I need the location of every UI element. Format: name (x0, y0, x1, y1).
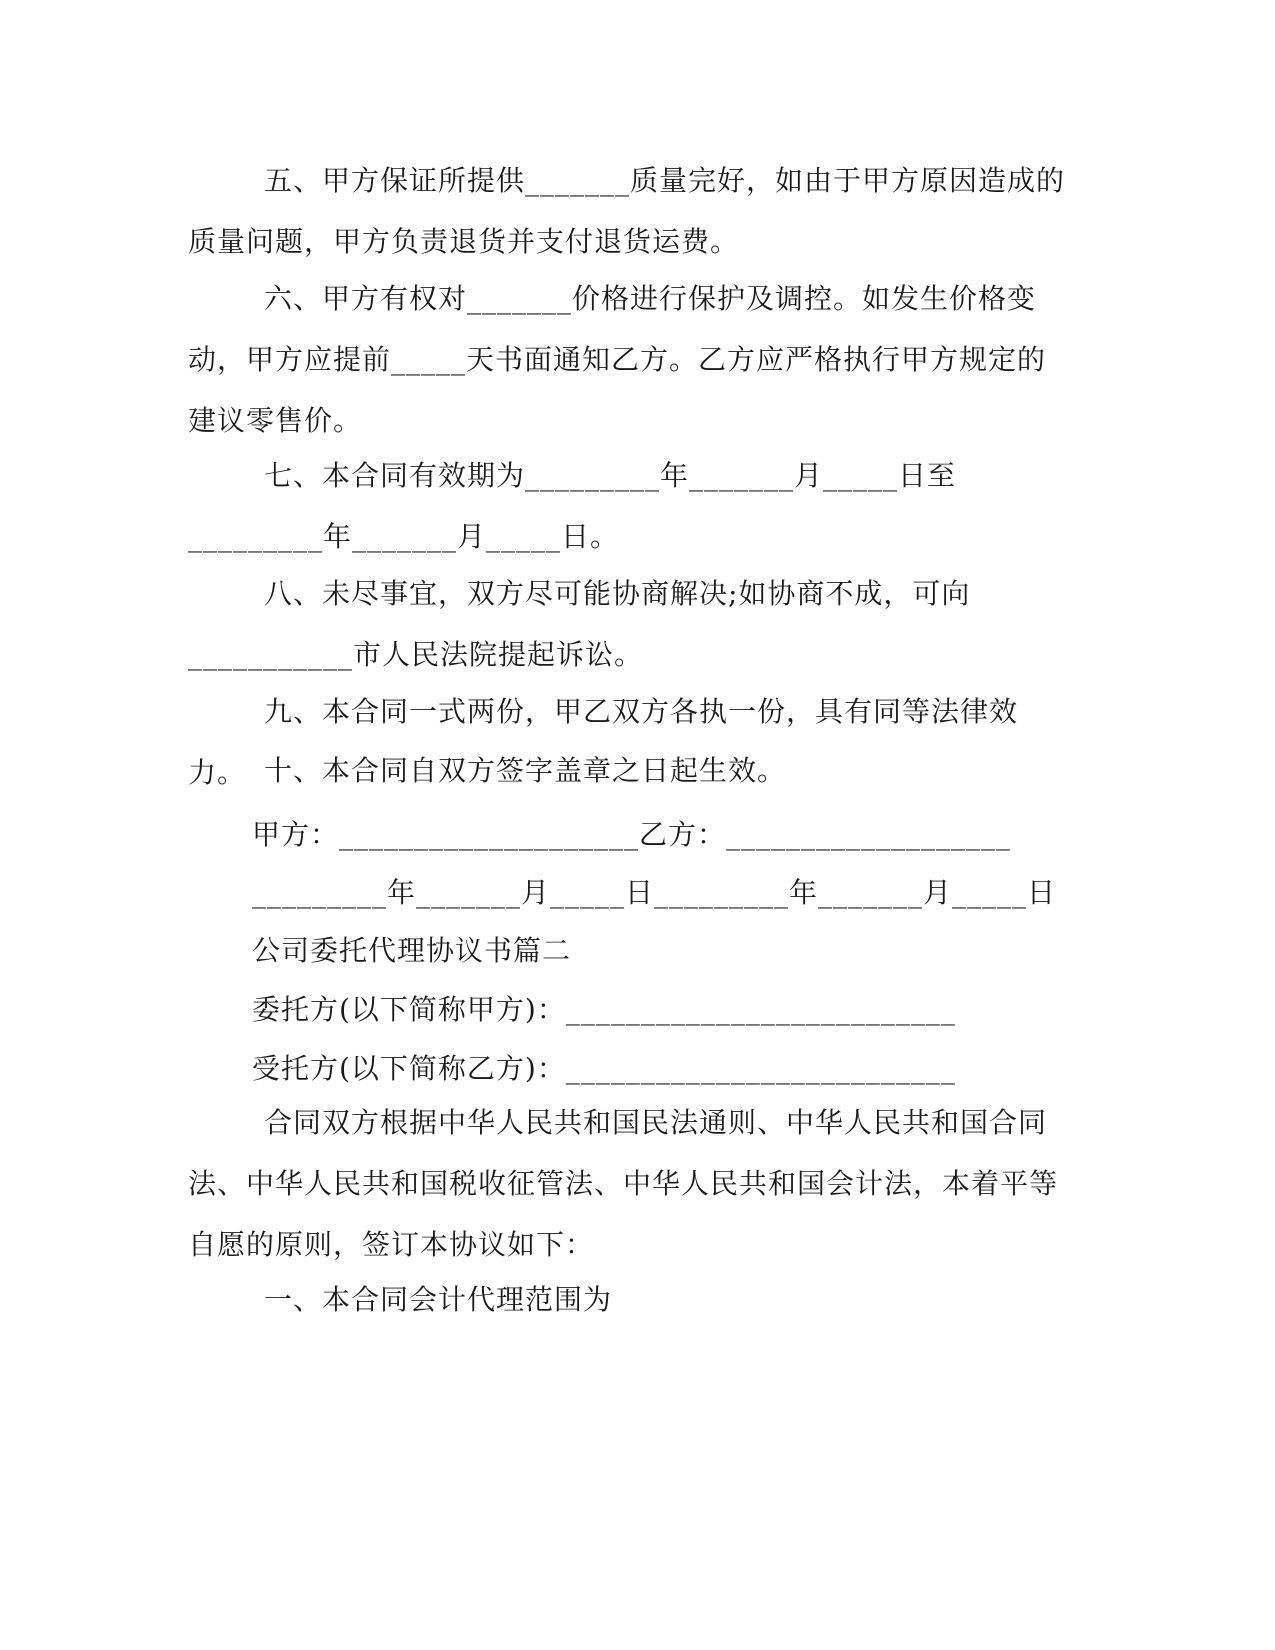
clause-5: 五、甲方保证所提供_______质量完好，如由于甲方原因造成的质量问题，甲方负责退货并支付退货运费。 (188, 164, 1066, 258)
agent-line: 受托方(以下简称乙方)：__________________________ (252, 1052, 956, 1085)
signature-line: 甲方：____________________乙方：___________________ (252, 818, 1012, 851)
clause-8: 八、未尽事宜，双方尽可能协商解决;如协商不成，可向___________市人民法院提起诉讼。 (188, 577, 971, 671)
item-1: 一、本合同会计代理范围为 (264, 1283, 613, 1316)
clause-9: 九、本合同一式两份，甲乙双方各执一份，具有同等法律效力。 (188, 695, 1019, 789)
clause-6: 六、甲方有权对_______价格进行保护及调控。如发生价格变动，甲方应提前_____天书面通知乙方。乙方应严格执行甲方规定的建议零售价。 (188, 282, 1047, 437)
section-title: 公司委托代理协议书篇二 (252, 934, 572, 967)
preamble: 合同双方根据中华人民共和国民法通则、中华人民共和国合同法、中华人民共和国税收征管法、中华人民共和国会计法，本着平等自愿的原则，签订本协议如下： (188, 1106, 1059, 1261)
clause-10: 十、本合同自双方签字盖章之日起生效。 (264, 754, 787, 787)
date-line: _________年_______月_____日_________年_______月_____日 (252, 876, 1057, 909)
clause-7: 七、本合同有效期为_________年_______月_____日至_________年_______月_____日。 (188, 459, 957, 553)
principal-line: 委托方(以下简称甲方)：__________________________ (252, 993, 956, 1026)
